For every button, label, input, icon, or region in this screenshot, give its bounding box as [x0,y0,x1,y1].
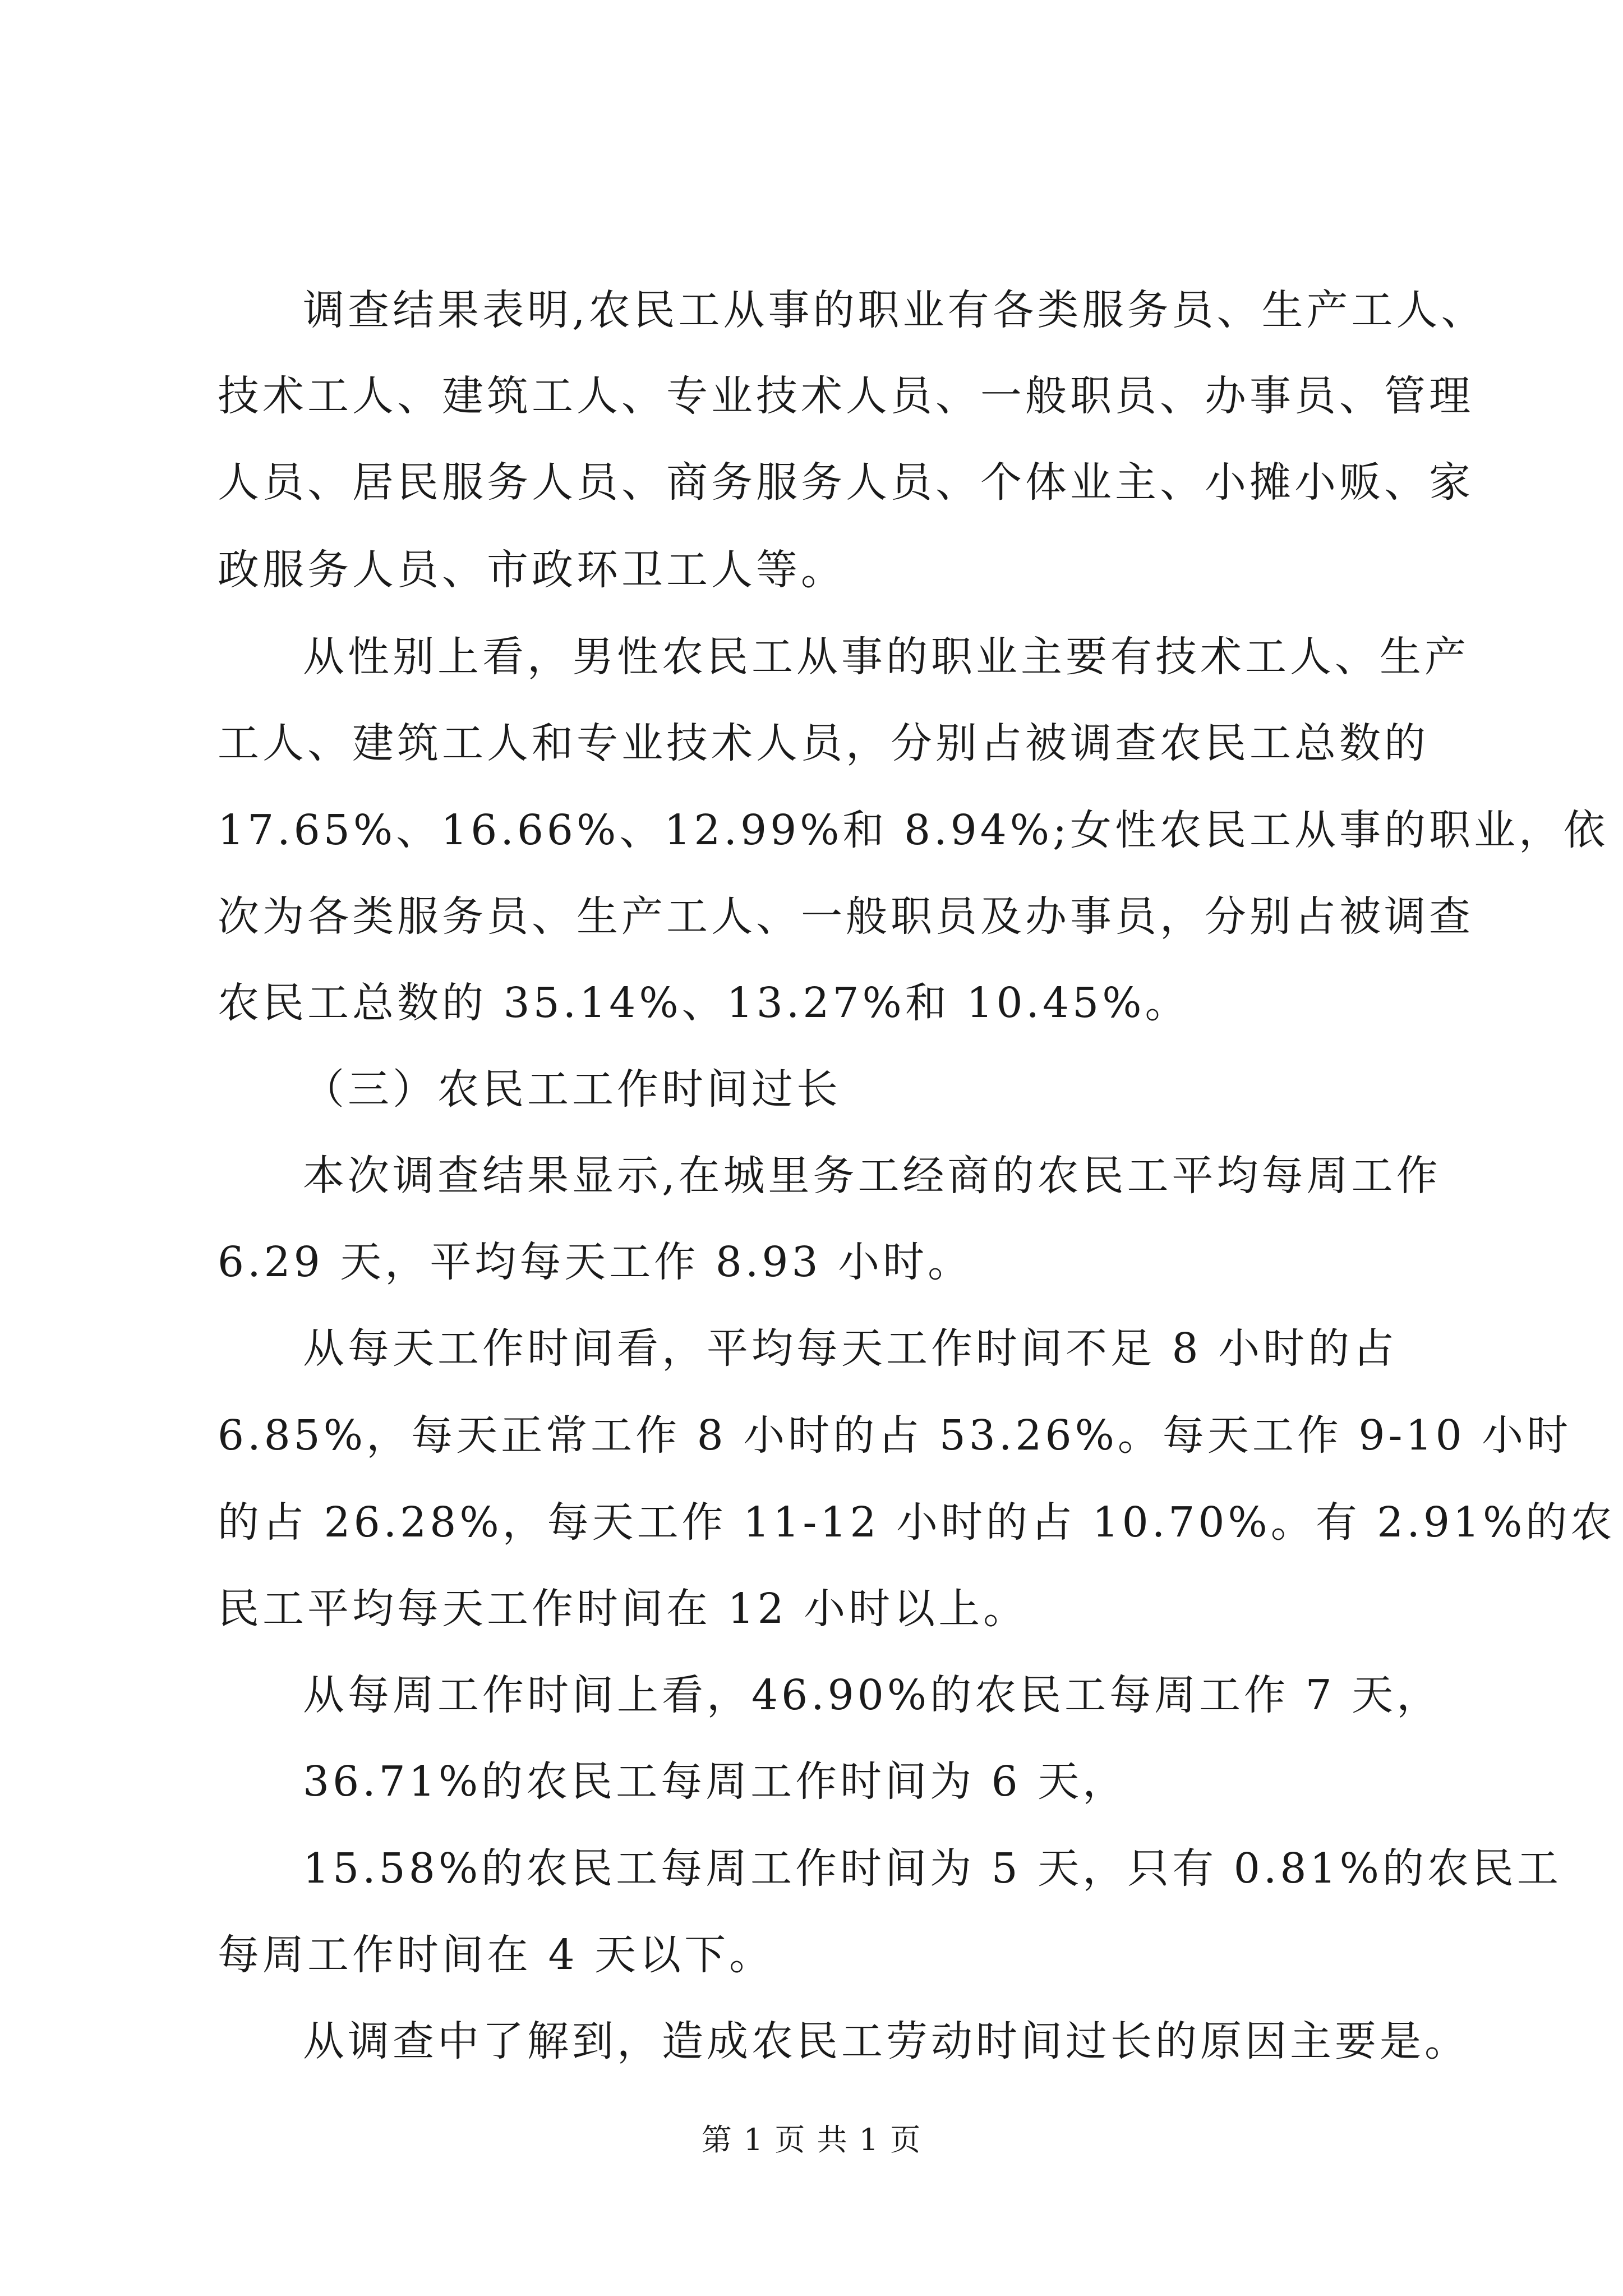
paragraph-line: 6.29 天，平均每天工作 8.93 小时。 [218,1238,973,1286]
paragraph-line: 调查结果表明,农民工从事的职业有各类服务员、生产工人、 [303,286,1486,334]
paragraph-line: 6.85%，每天正常工作 8 小时的占 53.26%。每天工作 9-10 小时 [218,1411,1572,1460]
paragraph-line: 从调查中了解到，造成农民工劳动时间过长的原因主要是。 [303,2017,1469,2065]
paragraph-line: 从每天工作时间看，平均每天工作时间不足 8 小时的占 [303,1324,1398,1373]
paragraph-line: 36.71%的农民工每周工作时间为 6 天， [303,1757,1128,1806]
paragraph-line: 次为各类服务员、生产工人、一般职员及办事员，分别占被调查 [218,892,1474,941]
paragraph-line: 农民工总数的 35.14%、13.27%和 10.45%。 [218,979,1190,1027]
paragraph-line: 从每周工作时间上看，46.90%的农民工每周工作 7 天， [303,1671,1442,1719]
page-number-footer: 第 1 页 共 1 页 [701,2122,922,2157]
paragraph-line: 从性别上看，男性农民工从事的职业主要有技术工人、生产 [303,633,1469,681]
paragraph-line: 本次调查结果显示,在城里务工经商的农民工平均每周工作 [303,1152,1441,1200]
section-heading: （三）农民工工作时间过长 [303,1065,841,1114]
paragraph-line: 每周工作时间在 4 天以下。 [218,1931,774,1979]
paragraph-line: 技术工人、建筑工人、专业技术人员、一般职员、办事员、管理 [218,372,1474,420]
paragraph-line: 的占 26.28%，每天工作 11-12 小时的占 10.70%。有 2.91%的农 [218,1498,1616,1547]
paragraph-line: 17.65%、16.66%、12.99%和 8.94%;女性农民工从事的职业，依 [218,806,1609,854]
paragraph-line: 15.58%的农民工每周工作时间为 5 天，只有 0.81%的农民工 [303,1844,1562,1893]
paragraph-line: 工人、建筑工人和专业技术人员，分别占被调查农民工总数的 [218,719,1429,767]
paragraph-line: 政服务人员、市政环卫工人等。 [218,546,846,594]
paragraph-line: 人员、居民服务人员、商务服务人员、个体业主、小摊小贩、家 [218,458,1474,507]
paragraph-line: 民工平均每天工作时间在 12 小时以上。 [218,1585,1029,1633]
